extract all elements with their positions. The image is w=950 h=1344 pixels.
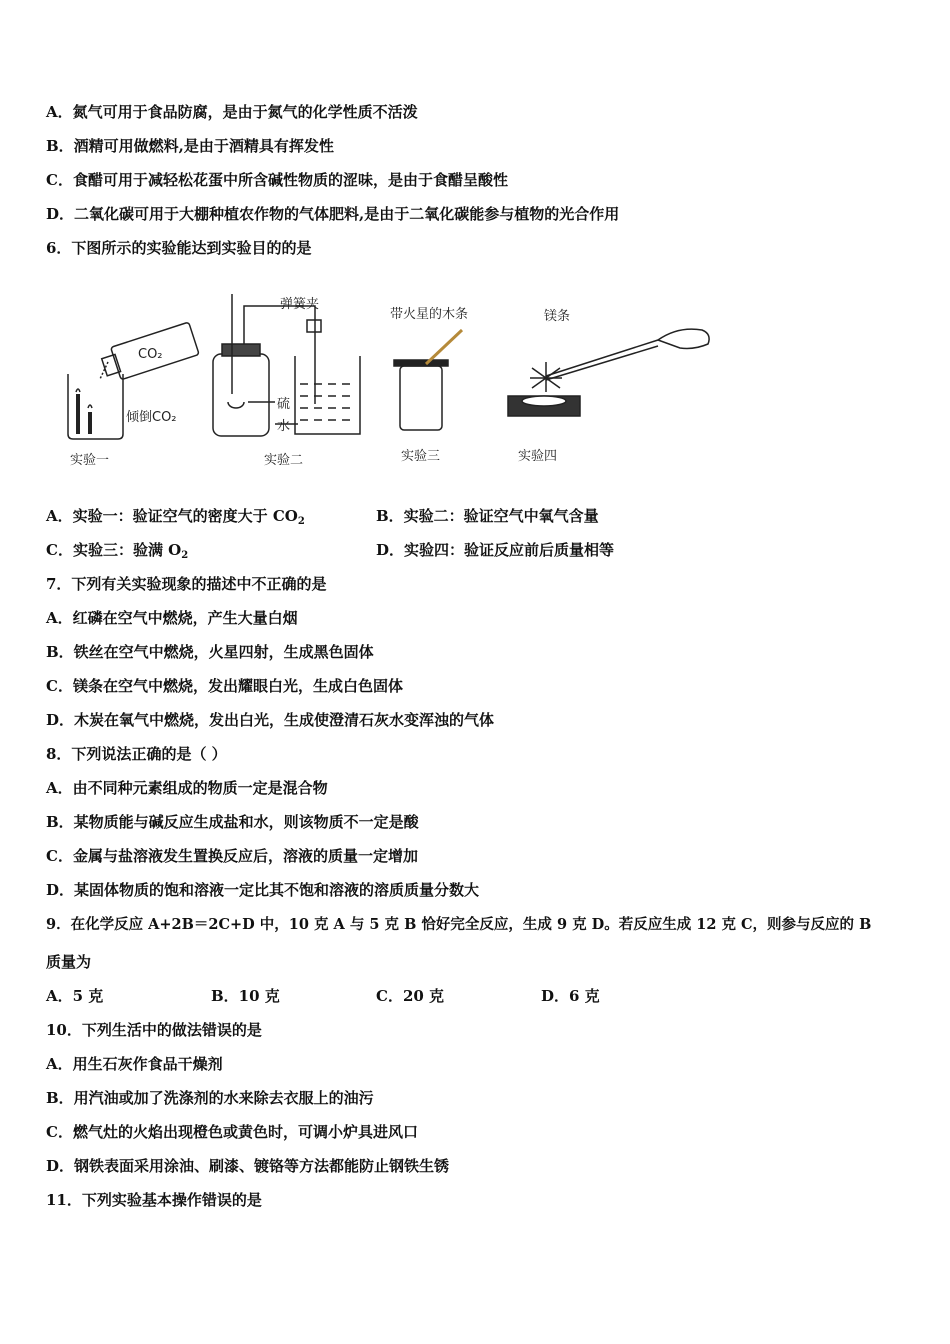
experiment-4-drawing [508,329,709,416]
q6-stem: 6．下图所示的实验能达到实验目的的是 [46,239,312,257]
q7-option-d: D．木炭在氧气中燃烧，发出白光，生成使澄清石灰水变浑浊的气体 [46,711,495,729]
q9-option-c: C．20 克 [376,987,445,1005]
q5-option-b: B．酒精可用做燃料,是由于酒精具有挥发性 [46,137,334,155]
label-co2: CO₂ [138,347,163,362]
q5-option-c: C．食醋可用于减轻松花蛋中所含碱性物质的涩味，是由于食醋呈酸性 [46,171,508,189]
label-exp2: 实验二 [264,453,304,468]
q9-option-b: B．10 克 [211,987,280,1005]
label-exp3: 实验三 [401,449,441,464]
q10-option-d: D．钢铁表面采用涂油、刷漆、镀铬等方法都能防止钢铁生锈 [46,1157,450,1175]
q10-option-c: C．燃气灶的火焰出现橙色或黄色时，可调小炉具进风口 [46,1123,418,1141]
q10-option-b: B．用汽油或加了洗涤剂的水来除去衣服上的油污 [46,1089,374,1107]
experiment-3-drawing [394,330,462,430]
q7-option-c: C．镁条在空气中燃烧，发出耀眼白光，生成白色固体 [46,677,403,695]
q9-option-d: D．6 克 [541,987,600,1005]
q6-option-c: C．实验三：验满 $O_2$ [46,541,189,561]
label-clamp: 弹簧夹 [280,297,320,312]
q11-stem: 11．下列实验基本操作错误的是 [46,1191,262,1209]
q8-option-d: D．某固体物质的饱和溶液一定比其不饱和溶液的溶质质量分数大 [46,881,480,899]
label-water: 水 [277,419,291,434]
q6-experiment-figure [50,284,730,474]
label-stick: 带火星的木条 [390,307,469,322]
label-sulfur: 硫 [277,397,291,412]
q5-option-a: A．氮气可用于食品防腐，是由于氮气的化学性质不活泼 [46,103,418,121]
q8-stem: 8．下列说法正确的是（ ） [46,745,227,763]
q8-option-a: A．由不同种元素组成的物质一定是混合物 [46,779,328,797]
label-exp1: 实验一 [70,453,110,468]
q10-stem: 10．下列生活中的做法错误的是 [46,1021,262,1039]
q10-option-a: A．用生石灰作食品干燥剂 [46,1055,223,1073]
q7-stem: 7．下列有关实验现象的描述中不正确的是 [46,575,327,593]
q7-option-b: B．铁丝在空气中燃烧，火星四射，生成黑色固体 [46,643,374,661]
q6-option-b: B．实验二：验证空气中氧气含量 [376,507,599,525]
q6-option-a: A．实验一：验证空气的密度大于 $CO_2$ [46,507,305,527]
q8-option-c: C．金属与盐溶液发生置换反应后，溶液的质量一定增加 [46,847,418,865]
q7-option-a: A．红磷在空气中燃烧，产生大量白烟 [46,609,298,627]
q9-option-a: A．5 克 [46,987,104,1005]
q9-stem-line2: 质量为 [46,953,92,971]
label-exp4: 实验四 [518,449,558,464]
q5-option-d: D．二氧化碳可用于大棚种植农作物的气体肥料,是由于二氧化碳能参与植物的光合作用 [46,205,620,223]
q6-option-d: D．实验四：验证反应前后质量相等 [376,541,615,559]
q8-option-b: B．某物质能与碱反应生成盐和水，则该物质不一定是酸 [46,813,419,831]
q9-stem-line1: 9．在化学反应 A+2B＝2C+D 中，10 克 A 与 5 克 B 恰好完全反应，生成 9 克 D。若反应生成 12 克 C，则参与反应的 B [46,916,872,933]
label-pour-co2: 倾倒CO₂ [126,410,177,425]
experiment-2-drawing [213,294,360,436]
label-mg: 镁条 [544,309,571,324]
